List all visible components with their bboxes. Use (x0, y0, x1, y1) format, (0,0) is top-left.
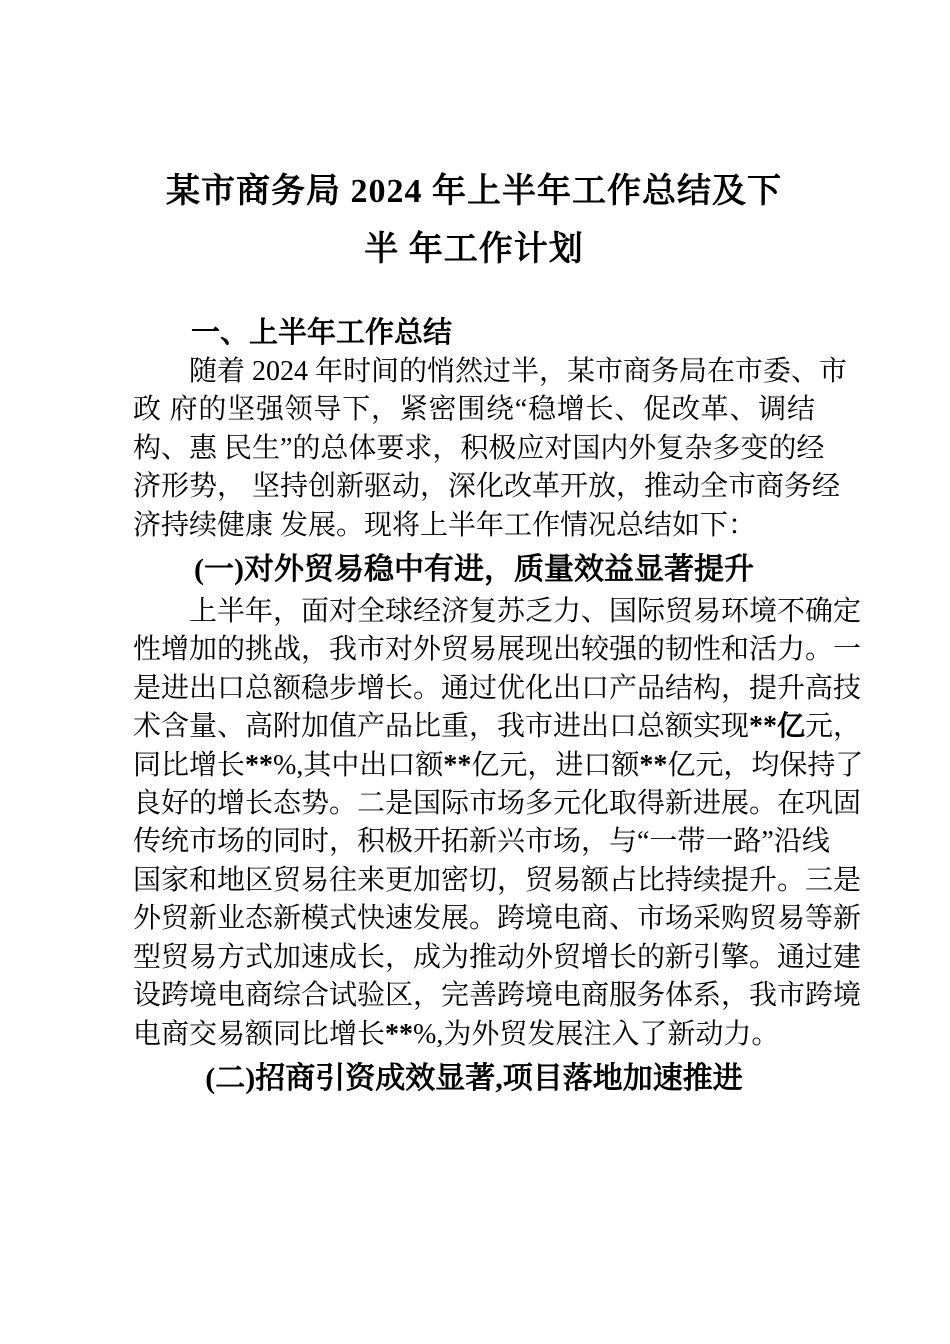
text-line: 性增加的挑战，我市对外贸易展现出较强的韧性和活力。一 (133, 634, 862, 666)
section-heading: 一、上半年工作总结 (191, 317, 453, 349)
text-line: 外贸新业态新模式快速发展。跨境电商、市场采购贸易等新 (133, 903, 862, 935)
text-line: 电商交易额同比增长**%,为外贸发展注入了新动力。 (133, 1018, 780, 1050)
redacted-value: ** (385, 1018, 414, 1050)
text-line: 构、惠 民生”的总体要求，积极应对国内外复杂多变的经 (133, 432, 825, 464)
text-line: 国家和地区贸易往来更加密切，贸易额占比持续提升。三是 (133, 864, 862, 896)
text-line: 传统市场的同时，积极开拓新兴市场，与“一带一路”沿线 (133, 826, 830, 858)
subsection-heading: (二)招商引资成效显著,项目落地加速推进 (205, 1061, 743, 1095)
redacted-value: ** (443, 749, 472, 781)
paragraph (133, 353, 848, 545)
document-title-line-2: 半 年工作计划 (364, 231, 584, 268)
document-title-line-1: 某市商务局 2024 年上半年工作总结及下 (166, 173, 782, 210)
text-line: 济持续健康 发展。现将上半年工作情况总结如下： (133, 509, 757, 541)
redacted-value: ** (639, 749, 668, 781)
text-line: 上半年，面对全球经济复苏乏力、国际贸易环境不确定 (189, 596, 862, 628)
text-line: 济形势， 坚持创新驱动，深化改革开放，推动全市商务经 (133, 471, 841, 503)
text-line: 同比增长**%,其中出口额**亿元，进口额**亿元，均保持了 (133, 749, 864, 781)
text-line: 型贸易方式加速成长，成为推动外贸增长的新引擎。通过建 (133, 941, 862, 973)
text-line: 政 府的坚强领导下，紧密围绕“稳增长、促改革、调结 (133, 394, 815, 426)
text-line: 术含量、高附加值产品比重，我市进出口总额实现**亿元， (133, 711, 862, 743)
redacted-value: ** (245, 749, 274, 781)
text-line: 是进出口总额稳步增长。通过优化出口产品结构，提升高技 (133, 672, 862, 704)
document-body (133, 313, 864, 1099)
text-line: 随着 2024 年时间的悄然过半，某市商务局在市委、市 (189, 356, 848, 387)
redacted-value: **亿 (749, 711, 806, 743)
document-title (133, 163, 815, 279)
paragraph (133, 593, 864, 1054)
text-line: 设跨境电商综合试验区，完善跨境电商服务体系，我市跨境 (133, 980, 862, 1012)
text-line: 良好的增长态势。二是国际市场多元化取得新进展。在巩固 (133, 788, 862, 820)
subsection-heading: (一)对外贸易稳中有进，质量效益显著提升 (194, 553, 754, 587)
document-content (133, 0, 864, 1102)
